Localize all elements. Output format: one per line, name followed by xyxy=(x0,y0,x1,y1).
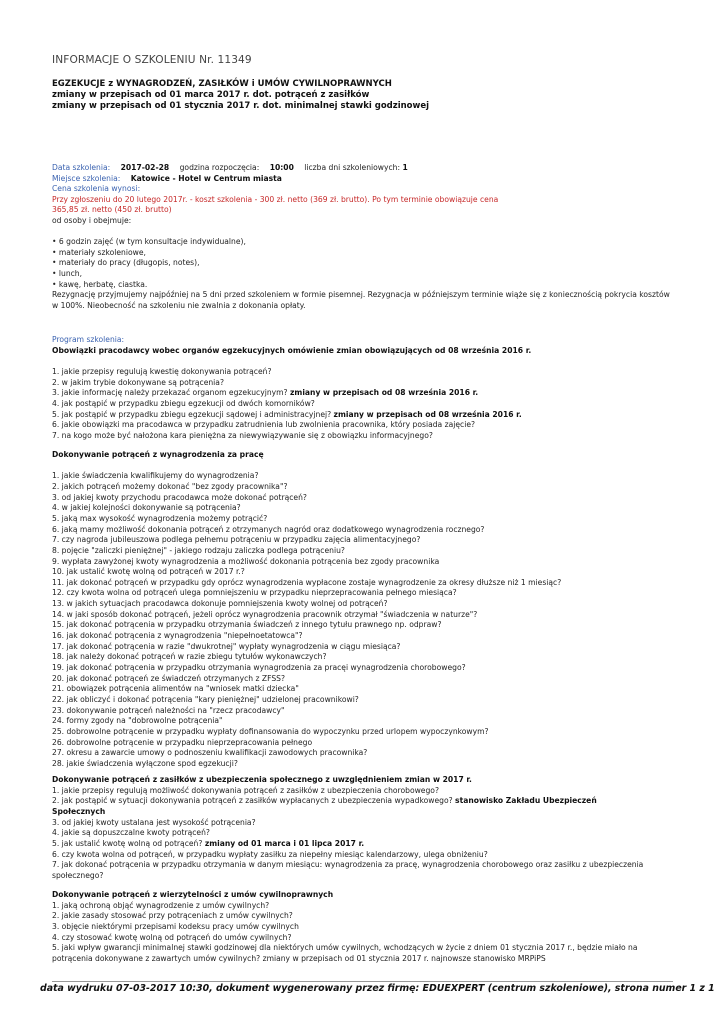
program-heading: Obowiązki pracodawcy wobec organów egzekucyjnych omówienie zmian obowiązujących od 08 września 2016 r. xyxy=(52,345,532,355)
list-item xyxy=(52,420,674,431)
price-line: 365,85 zł. netto (450 zł. brutto) xyxy=(52,205,172,215)
list-item: 3. od jakiej kwoty przychodu pracodawca może dokonać potrąceń? xyxy=(52,492,307,502)
list-item: 7. jak dokonać potrącenia w przypadku otrzymania w danym miesiącu: wynagrodzenia za pracę, wynagrodzenia chorobowego oraz zasiłku z ubezpieczenia xyxy=(52,860,644,870)
list-item: 25. dobrowolne potrącenie w przypadku wypłaty dofinansowania do wypoczynku przed urlopem wypoczynkowym? xyxy=(52,727,489,736)
list-item: 6. jaką mamy możliwość dokonania potrąceń z otrzymanych nagród oraz dodatkowego wynagrodzenia rocznego? xyxy=(52,524,485,534)
date-value: 2017-02-28 xyxy=(120,163,170,172)
training-title-line: zmiany w przepisach od 01 stycznia 2017 r. dot. minimalnej stawki godzinowej xyxy=(52,101,430,111)
days-label: liczba dni szkoleniowych: xyxy=(304,163,401,172)
list-item: 19. jak dokonać potrącenia w przypadku otrzymania wynagrodzenia za pracęi wynagrodzenia chorobowego? xyxy=(52,663,466,673)
section-benefits xyxy=(52,775,674,882)
list-item: 7. czy nagroda jubileuszowa podlega pełnemu potrąceniu w przypadku zajęcia alimentacyjnego? xyxy=(52,535,421,545)
list-item-text: 6. jakie obowiązki ma pracodawca w przypadku zatrudnienia lub zwolnienia pracownika, który posiada zajęcie? xyxy=(52,420,476,430)
includes-item: • materiały do pracy (długopis, notes), xyxy=(52,258,200,268)
includes-item: • 6 godzin zajęć (w tym konsultacje indywidualne), xyxy=(52,237,246,247)
list-item: 2. jakie zasady stosować przy potrąceniach z umów cywilnych? xyxy=(52,911,293,921)
list-item: 9. wypłata zawyżonej kwoty wynagrodzenia a możliwość dokonania potrącenia bez zgody pracownika xyxy=(52,556,440,566)
list-item: 22. jak obliczyć i dokonać potrącenia "kary pieniężnej" udzielonej pracownikowi? xyxy=(52,695,359,705)
training-meta xyxy=(52,163,674,311)
list-item-text: 4. jak postąpić w przypadku zbiegu egzekucji od dwóch komorników? xyxy=(52,398,315,408)
training-title-line: zmiany w przepisach od 01 marca 2017 r. dot. potrąceń z zasiłków xyxy=(52,90,370,100)
print-footer: data wydruku 07-03-2017 10:30, dokument wygenerowany przez firmę: EDUEXPERT (centrum szkoleniowe), strona numer 1 z 1 xyxy=(40,983,715,994)
list-item-text: 5. jak ustalić kwotę wolną od potrąceń? xyxy=(52,838,205,848)
list-item: 23. dokonywanie potrąceń należności na "rzecz pracodawcy" xyxy=(52,705,285,715)
list-item: 18. jak należy dokonać potrąceń w razie zbiegu tytułów wykonawczych? xyxy=(52,652,327,662)
list-item-text: 2. jak postąpić w sytuacji dokonywania potrąceń z zasiłków wypłacanych z ubezpieczenia wypadkowego? xyxy=(52,796,456,806)
list-item: 12. czy kwota wolna od potrąceń ulega pomniejszeniu w przypadku nieprzepracowania pełnego miesiąca? xyxy=(52,588,457,598)
list-item xyxy=(52,367,674,378)
list-item-text: 2. w jakim trybie dokonywane są potrącenia? xyxy=(52,377,224,387)
list-item: 20. jak dokonać potrąceń ze świadczeń otrzymanych z ZFSS? xyxy=(52,673,286,683)
list-item xyxy=(52,431,674,442)
list-item: 2. jakich potrąceń możemy dokonać "bez zgody pracownika"? xyxy=(52,481,288,491)
list-item: 3. objęcie niektórymi przepisami kodeksu pracy umów cywilnych xyxy=(52,921,299,931)
includes-item: • materiały szkoleniowe, xyxy=(52,247,146,257)
price-line: Przy zgłoszeniu do 20 lutego 2017r. - koszt szkolenia - 300 zł. netto (369 zł. brutto). Po tym terminie obowiązuje cena xyxy=(52,194,499,204)
list-item: 4. jakie są dopuszczalne kwoty potrąceń? xyxy=(52,828,210,838)
list-item-emphasis: zmiany w przepisach od 08 września 2016 r. xyxy=(333,409,522,419)
cancellation-text: Rezygnację przyjmujemy najpóźniej na 5 dni przed szkoleniem w formie pisemnej. Rezygnacja w późniejszym terminie wiąże się z koniecznością pokrycia kosztów w 100%. Nieobecność na szkoleniu nie zwalnia z dokonania opłaty. xyxy=(52,290,670,310)
list-item: 5. jaki wpływ gwarancji minimalnej stawki godzinowej dla niektórych umów cywilnych, wchodzących w życie z dniem 01 stycznia 2017 r., będzie miało na xyxy=(52,943,638,953)
start-label: godzina rozpoczęcia: xyxy=(179,163,260,172)
place-label: Miejsce szkolenia: xyxy=(52,173,121,183)
document-title: INFORMACJE O SZKOLENIU Nr. 11349 xyxy=(52,54,252,66)
section-heading: Dokonywanie potrąceń z wierzytelności z umów cywilnoprawnych xyxy=(52,890,334,899)
list-item: 11. jak dokonać potrąceń w przypadku gdy oprócz wynagrodzenia wypłacone zostaje wynagrodzenie za okresy dłuższe niż 1 miesiąc? xyxy=(52,577,562,587)
program-section xyxy=(52,335,674,442)
per-person-text: od osoby i obejmuje: xyxy=(52,215,132,225)
list-item: 5. jaką max wysokość wynagrodzenia możemy potrącić? xyxy=(52,513,268,523)
price-label: Cena szkolenia wynosi: xyxy=(52,184,141,194)
list-item: 13. w jakich sytuacjach pracodawca dokonuje pomniejszenia kwoty wolnej od potrąceń? xyxy=(52,599,388,609)
includes-item: • lunch, xyxy=(52,268,83,278)
list-item: 14. w jaki sposób dokonać potrąceń, jeżeli oprócz wynagrodzenia pracownik otrzymał "świadczenia w naturze"? xyxy=(52,609,478,619)
list-item xyxy=(52,399,674,410)
list-item: 3. od jakiej kwoty ustalana jest wysokość potrącenia? xyxy=(52,817,256,827)
program-label: Program szkolenia: xyxy=(52,335,125,344)
date-row xyxy=(52,163,674,174)
wages-list xyxy=(52,471,674,769)
list-item-text: 5. jak postąpić w przypadku zbiegu egzekucji sądowej i administracyjnej? xyxy=(52,409,334,419)
list-item xyxy=(52,796,674,807)
list-item xyxy=(52,410,674,421)
list-item: 24. formy zgody na "dobrowolne potrącenia" xyxy=(52,716,223,726)
list-item-emphasis: zmiany od 01 marca i 01 lipca 2017 r. xyxy=(204,838,365,848)
list-item: 17. jak dokonać potrącenia w razie "dwukrotnej" wypłaty wynagrodzenia w ciągu miesiąca? xyxy=(52,641,401,651)
section-heading: Dokonywanie potrąceń z zasiłków z ubezpieczenia społecznego z uwzględnieniem zmian w 2017 r. xyxy=(52,775,472,784)
list-item: społecznego? xyxy=(52,870,104,880)
list-item: 27. okresu a zawarcie umowy o podnoszeniu kwalifikacji zawodowych pracownika? xyxy=(52,748,368,758)
list-item: 15. jak dokonać potrącenia w przypadku otrzymania świadczeń z innego tytułu prawnego np. odpraw? xyxy=(52,620,442,630)
list-item xyxy=(52,388,674,399)
list-item: 1. jakie przepisy regulują możliwość dokonywania potrąceń z zasiłków z ubezpieczenia chorobowego? xyxy=(52,785,439,795)
list-item xyxy=(52,839,674,850)
program-list xyxy=(52,367,674,442)
section-wages xyxy=(52,450,674,770)
list-item: 26. dobrowolne potrącenie w przypadku nieprzepracowania pełnego xyxy=(52,737,313,747)
list-item: 16. jak dokonać potrącenia z wynagrodzenia "niepełnoetatowca"? xyxy=(52,631,303,641)
place-row xyxy=(52,174,674,185)
list-item: potrącenia dokonywane z zawartych umów cywilnych? zmiany w przepisach od 01 stycznia 2017 r. najnowsze stanowisko MRPiPS xyxy=(52,953,546,963)
start-value: 10:00 xyxy=(269,163,294,172)
list-item-text: 3. jakie informację należy przekazać organom egzekucyjnym? xyxy=(52,388,290,398)
list-item-emphasis: stanowisko Zakładu Ubezpieczeń xyxy=(455,796,597,806)
list-item: 1. jakie świadczenia kwalifikujemy do wynagrodzenia? xyxy=(52,471,259,481)
training-title-line: EGZEKUCJE z WYNAGRODZEŃ, ZASIŁKÓW i UMÓW CYWILNOPRAWNYCH xyxy=(52,79,392,89)
footer-divider xyxy=(52,981,673,982)
list-item: 8. pojęcie "zaliczki pieniężnej" - jakiego rodzaju zaliczka podlega potrąceniu? xyxy=(52,545,345,555)
list-item-emphasis: Społecznych xyxy=(52,806,106,816)
section-civil-contracts xyxy=(52,890,674,965)
list-item: 1. jaką ochroną objąć wynagrodzenie z umów cywilnych? xyxy=(52,900,270,910)
list-item: 28. jakie świadczenia wyłączone spod egzekucji? xyxy=(52,758,238,768)
date-label: Data szkolenia: xyxy=(52,163,111,172)
section-heading: Dokonywanie potrąceń z wynagrodzenia za pracę xyxy=(52,450,264,459)
includes-item: • kawę, herbatę, ciastka. xyxy=(52,279,148,289)
list-item-text: 1. jakie przepisy regulują kwestię dokonywania potrąceń? xyxy=(52,366,272,376)
list-item: 4. w jakiej kolejności dokonywanie są potrącenia? xyxy=(52,503,241,513)
list-item-text: 7. na kogo może być nałożona kara pieniężna za niewywiązywanie się z obowiązku informacyjnego? xyxy=(52,430,433,440)
list-item-emphasis: zmiany w przepisach od 08 września 2016 r. xyxy=(290,388,479,398)
days-value: 1 xyxy=(402,163,408,172)
list-item xyxy=(52,378,674,389)
training-title-block xyxy=(52,79,429,112)
place-value: Katowice - Hotel w Centrum miasta xyxy=(130,173,282,183)
list-item: 21. obowiązek potrącenia alimentów na "wniosek matki dziecka" xyxy=(52,684,299,694)
list-item: 4. czy stosować kwotę wolną od potrąceń do umów cywilnych? xyxy=(52,932,292,942)
list-item: 6. czy kwota wolna od potrąceń, w przypadku wypłaty zasiłku za niepełny miesiąc kalendarzowy, ulega obniżeniu? xyxy=(52,849,488,859)
list-item: 10. jak ustalić kwotę wolną od potrąceń w 2017 r.? xyxy=(52,567,245,577)
